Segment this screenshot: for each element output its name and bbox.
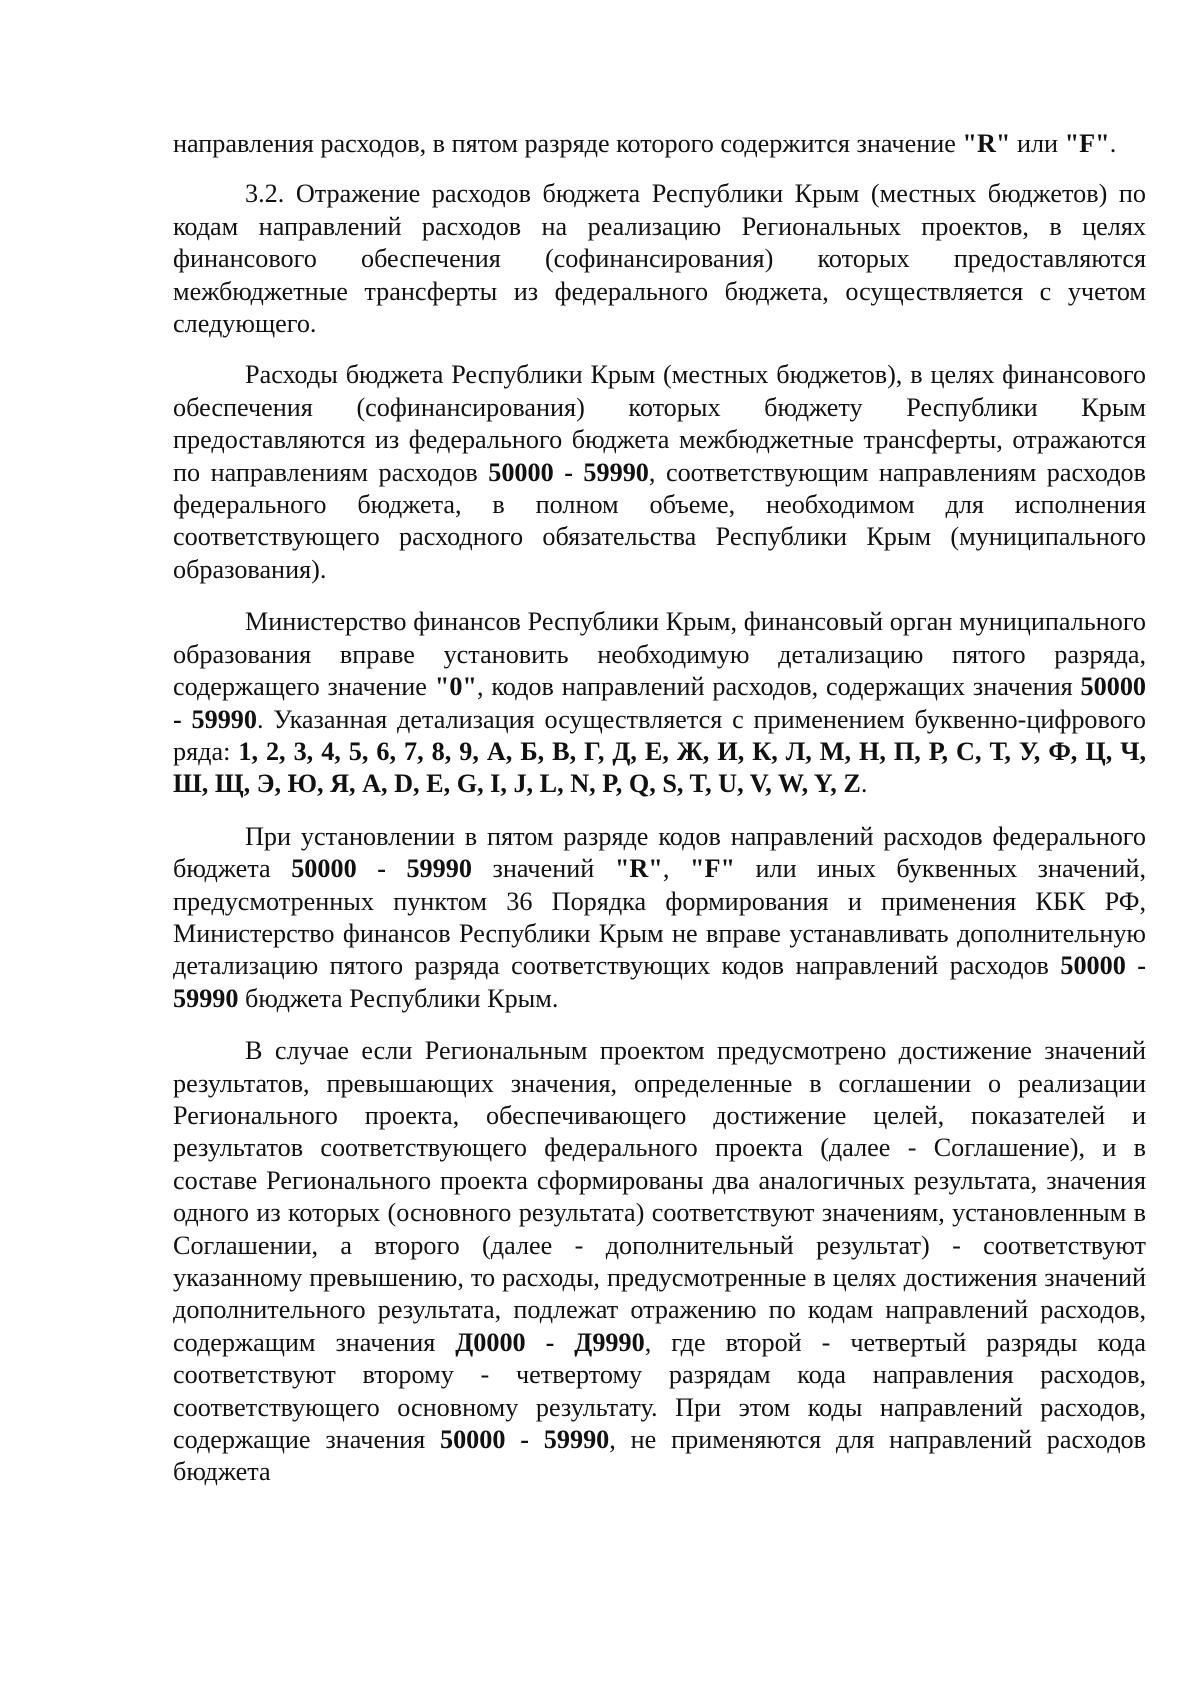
text-run: В случае если Региональным проектом предусмотрено достижение значений результатов, превышающих значения, определенные в соглашении о реализации Регионального проекта, обеспечивающего достижение целей, показателей и результатов соответствующего федерального проекта (далее - Соглашение), и в составе Регионального проекта сформированы два аналогичных результата, значения одного из которых (основного результата) соответствуют значениям, установленным в Соглашении, а второго (далее - дополнительный результат) - соответствуют указанному превышению, то расходы, предусмотренные в целях достижения значений дополнительного результата, подлежат отражению по кодам направлений расходов, содержащим значения: [173, 1036, 1146, 1357]
text-run: При установлении в пятом разряде кодов направлений расходов федерального бюджета: [173, 821, 1146, 884]
bold-text-run: 50000 - 59990: [173, 672, 1146, 734]
paragraph-0: [173, 128, 1146, 160]
bold-text-run: "R": [614, 854, 663, 884]
text-run: .: [860, 769, 868, 799]
text-run: Министерство финансов Республики Крым, финансовый орган муниципального образования вправе установить необходимую детализацию пятого разряда, содержащего значение: [173, 607, 1146, 702]
bold-text-run: "F": [1064, 129, 1110, 158]
text-run: , не применяются для направлений расходов бюджета: [173, 1425, 1146, 1487]
bold-text-run: 50000 - 59990: [439, 1425, 610, 1455]
bold-text-run: 1, 2, 3, 4, 5, 6, 7, 8, 9, А, Б, В, Г, Д, Е, Ж, И, К, Л, М, Н, П, Р, С, Т, У, Ф, Ц, Ч, Ш, Щ, Э, Ю, Я, A, D, E, G, I, J, L, N, P, Q, S, T, U, V, W, Y, Z: [173, 736, 1146, 799]
bold-text-run: 50000 - 59990: [173, 951, 1146, 1013]
text-run: .: [1109, 129, 1117, 158]
bold-text-run: Д0000 - Д9990: [455, 1327, 645, 1357]
paragraph-3: [173, 606, 1146, 800]
paragraph-2: [173, 359, 1146, 586]
bold-text-run: "R": [962, 129, 1011, 158]
text-run: или иных буквенных значений, предусмотренных пунктом 36 Порядка формирования и применения КБК РФ, Министерство финансов Республики Крым не вправе устанавливать дополнительную детализацию пятого разряда соответствующих кодов направлений расходов: [173, 854, 1146, 981]
text-run: , где второй - четвертый разряды кода соответствуют второму - четвертому разрядам кода направления расходов, соответствующего основному результату. При этом коды направлений расходов, содержащие значения: [173, 1327, 1146, 1455]
bold-text-run: "0": [434, 672, 477, 702]
bold-text-run: "F": [689, 854, 735, 884]
text-run: значений: [471, 854, 615, 884]
text-run: 3.2. Отражение расходов бюджета Республики Крым (местных бюджетов) по кодам направлений расходов на реализацию Региональных проектов, в целях финансового обеспечения (софинансирования) которых предоставляются межбюджетные трансферты из федерального бюджета, осуществляется с учетом следующего.: [173, 179, 1146, 339]
text-run: Расходы бюджета Республики Крым (местных бюджетов), в целях финансового обеспечения (софинансирования) которых бюджету Республики Крым предоставляются из федерального бюджета межбюджетные трансферты, отражаются по направлениям расходов: [173, 360, 1146, 487]
bold-text-run: 50000 - 59990: [291, 854, 472, 884]
bold-text-run: 50000 - 59990: [488, 457, 649, 487]
text-run: бюджета Республики Крым.: [238, 983, 559, 1013]
text-run: , соответствующим направлениям расходов федерального бюджета, в полном объеме, необходимом для исполнения соответствующего расходного обязательства Республики Крым (муниципального образования).: [173, 457, 1146, 584]
text-run: , кодов направлений расходов, содержащих значения: [476, 672, 1081, 702]
paragraph-5: [173, 1035, 1146, 1489]
text-run: направления расходов, в пятом разряде которого содержится значение: [173, 129, 963, 158]
paragraph-1: [173, 178, 1146, 340]
text-run: . Указанная детализация осуществляется с применением буквенно-цифрового ряда:: [173, 704, 1146, 766]
text-run: или: [1010, 129, 1065, 158]
document-page: [173, 128, 1146, 1489]
paragraph-4: [173, 821, 1146, 1015]
text-run: ,: [662, 854, 690, 884]
